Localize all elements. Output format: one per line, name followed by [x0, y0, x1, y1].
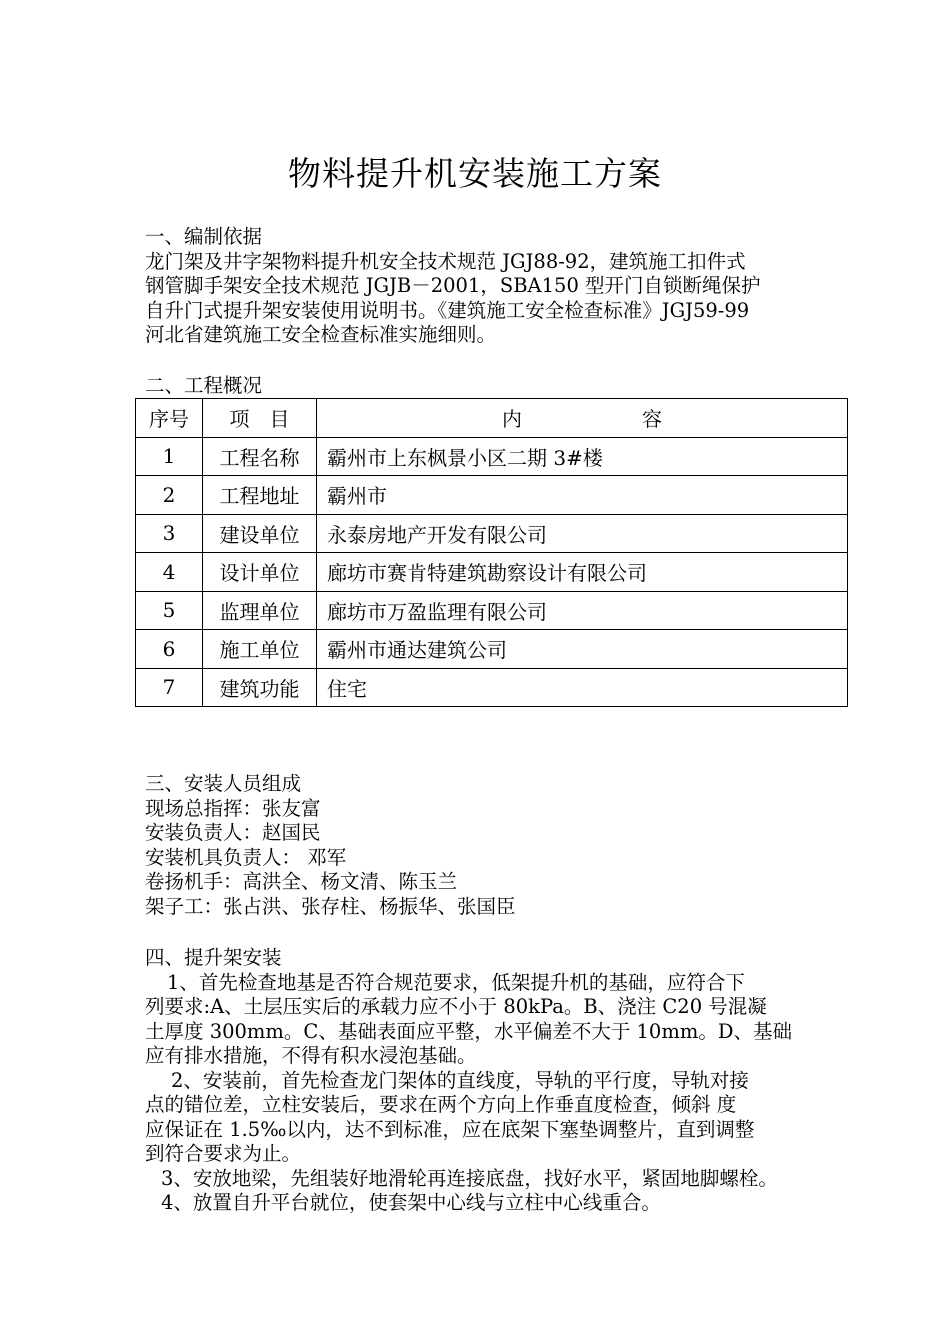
paragraph-line: 应保证在 1.5‰以内，达不到标准，应在底架下塞垫调整片，直到调整 [145, 1117, 755, 1141]
header-item: 项 目 [203, 399, 317, 438]
header-no: 序号 [136, 399, 203, 438]
paragraph-line: 河北省建筑施工安全检查标准实施细则。 [145, 323, 497, 346]
row-content: 永泰房地产开发有限公司 [317, 514, 848, 553]
section-basis [145, 225, 825, 348]
table-row [136, 437, 848, 476]
staff-line: 安装机具负责人： 邓军 [145, 845, 347, 869]
paragraph-line: 列要求:A、土层压实后的承载力应不小于 80kPa。B、浇注 C20 号混凝 [145, 995, 767, 1018]
row-content: 霸州市上东枫景小区二期 3#楼 [317, 437, 848, 476]
row-item: 设计单位 [203, 553, 317, 592]
section-heading: 三、安装人员组成 [145, 772, 302, 795]
table-row [136, 553, 848, 592]
paragraph-line: 2、安装前，首先检查龙门架体的直线度，导轨的平行度，导轨对接 [171, 1068, 749, 1092]
section-heading: 四、提升架安装 [145, 946, 282, 969]
row-no: 5 [136, 591, 203, 630]
row-item: 建筑功能 [203, 668, 317, 707]
paragraph-line: 自升门式提升架安装使用说明书。《建筑施工安全检查标准》JGJ59-99 [145, 298, 750, 322]
paragraph-line: 1、首先检查地基是否符合规范要求，低架提升机的基础，应符合下 [167, 970, 745, 994]
table-header-row [136, 399, 848, 438]
table-row [136, 514, 848, 553]
header-content [317, 399, 848, 438]
section-heading: 一、编制依据 [145, 225, 263, 248]
row-content: 廊坊市万盈监理有限公司 [317, 591, 848, 630]
row-item: 工程地址 [203, 476, 317, 515]
section-installation [145, 946, 835, 1216]
row-item: 工程名称 [203, 437, 317, 476]
table-row [136, 630, 848, 669]
paragraph-line: 4、放置自升平台就位，使套架中心线与立柱中心线重合。 [161, 1191, 661, 1214]
row-item: 监理单位 [203, 591, 317, 630]
row-no: 7 [136, 668, 203, 707]
paragraph-line: 土厚度 300mm。C、基础表面应平整，水平偏差不大于 10mm。D、基础 [145, 1019, 792, 1043]
table-row [136, 476, 848, 515]
paragraph-line: 钢管脚手架安全技术规范 JGJB－2001，SBA150 型开门自锁断绳保护 [145, 274, 761, 297]
document-title: 物料提升机安装施工方案 [288, 154, 662, 193]
row-no: 1 [136, 437, 203, 476]
header-content-part1: 内 [502, 407, 522, 432]
row-content: 廊坊市赛肯特建筑勘察设计有限公司 [317, 553, 848, 592]
row-item: 施工单位 [203, 630, 317, 669]
staff-line: 安装负责人：赵国民 [145, 821, 321, 844]
paragraph-line: 3、安放地梁，先组装好地滑轮再连接底盘，找好水平，紧固地脚螺栓。 [161, 1166, 778, 1190]
header-content-part2: 容 [642, 407, 662, 432]
staff-line: 现场总指挥：张友富 [145, 796, 321, 820]
table-row [136, 591, 848, 630]
staff-line: 架子工：张占洪、张存柱、杨振华、张国臣 [145, 894, 516, 918]
row-content: 住宅 [317, 668, 848, 707]
row-content: 霸州市 [317, 476, 848, 515]
table-row [136, 668, 848, 707]
row-no: 6 [136, 630, 203, 669]
project-overview-table [135, 398, 848, 707]
row-no: 4 [136, 553, 203, 592]
section-staff [145, 772, 825, 919]
section-heading: 二、工程概况 [145, 374, 263, 397]
paragraph-line: 应有排水措施，不得有积水浸泡基础。 [145, 1044, 477, 1067]
staff-line: 卷扬机手：高洪全、杨文清、陈玉兰 [145, 870, 458, 893]
row-content: 霸州市通达建筑公司 [317, 630, 848, 669]
paragraph-line: 龙门架及井字架物料提升机安全技术规范 JGJ88-92，建筑施工扣件式 [145, 249, 746, 273]
row-item: 建设单位 [203, 514, 317, 553]
row-no: 3 [136, 514, 203, 553]
section-overview [145, 374, 825, 399]
paragraph-line: 到符合要求为止。 [145, 1142, 302, 1165]
row-no: 2 [136, 476, 203, 515]
paragraph-line: 点的错位差，立柱安装后，要求在两个方向上作垂直度检查，倾斜 度 [145, 1093, 737, 1116]
